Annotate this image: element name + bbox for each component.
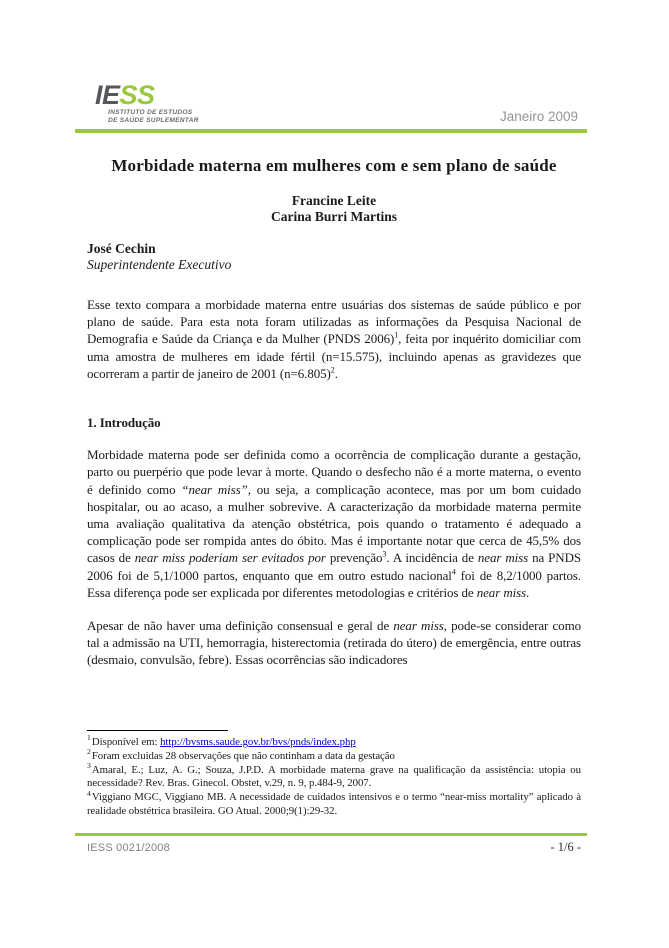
logo-subtitle-line2: DE SAÚDE SUPLEMENTAR (108, 116, 199, 124)
footnotes-block (87, 733, 581, 819)
footnote (87, 788, 581, 819)
text-segment: Amaral, E.; Luz, A. G.; Souza, J.P.D. A morbidade materna grave na qualificação da assistência: utopia ou necessidade? Rev. Bras. Ginecol. Obstet, v.29, n. 9, p.484-9, 2007. (87, 763, 581, 790)
page-title: Morbidade materna em mulheres com e sem plano de saúde (111, 156, 557, 175)
footnote-text (87, 764, 581, 790)
footnote-text (87, 788, 581, 817)
logo-subtitle (108, 109, 199, 124)
logo-subtitle-line1: INSTITUTO DE ESTUDOS (108, 109, 193, 116)
document-body (87, 296, 581, 685)
body-paragraph (87, 446, 581, 601)
body-paragraph (87, 617, 581, 669)
italic-segment: near miss poderiam ser evitados por (134, 550, 326, 566)
italic-segment: near miss (476, 584, 527, 600)
signatory-block (87, 241, 581, 273)
superscript-marker: 2 (330, 365, 335, 375)
header-divider (75, 129, 587, 133)
footnote-marker: 2 (87, 747, 91, 757)
footnote-marker: 1 (87, 733, 91, 743)
logo-text-ss: SS (119, 80, 155, 110)
text-segment: Disponível em: (91, 736, 161, 748)
footnote (87, 761, 581, 792)
footer-doc-id: IESS 0021/2008 (87, 842, 170, 854)
section-heading: 1. Introdução (87, 415, 161, 431)
superscript-marker: 3 (382, 550, 387, 560)
authors-block (87, 193, 581, 225)
text-segment: Apesar de não haver uma definição consensual e geral de (87, 618, 394, 634)
issue-date: Janeiro 2009 (499, 109, 578, 124)
footnote-marker: 3 (87, 761, 91, 770)
text-segment: prevenção (325, 550, 383, 566)
signatory-name: José Cechin (87, 241, 156, 256)
author-name: Francine Leite (291, 193, 377, 208)
page-footer (87, 840, 581, 855)
italic-segment: near miss (477, 550, 529, 566)
text-segment: Foram excluidas 28 observações que não continham a data da gestação (91, 749, 395, 762)
italic-segment: near miss (393, 618, 444, 634)
footnote-separator (87, 730, 228, 731)
iess-logo (95, 82, 199, 124)
text-segment: Morbidade materna pode ser definida como a ocorrência de complicação durante a gestação, parto ou puerpério que pode levar à morte. Quando o desfecho não é a morte materna, o evento é definido como (87, 447, 581, 497)
text-segment: , ou seja, a complicação acontece, mas por um bom cuidado hospitalar, ou ao acaso, a mulher sobrevive. A caracterização da morbidade materna permite uma avaliação qualitativa da atenção obstétrica, pois quando o tratamento é adequado a complicação pode ser rompida antes do óbito. Mas é importante notar que cerca de 45,5% dos casos de (87, 481, 582, 566)
text-segment: na PNDS 2006 foi de 5,1/1000 partos, enquanto que em outro estudo nacional (87, 550, 581, 583)
text-segment: , feita por inquérito domiciliar com uma amostra de mulheres em idade fértil (n=15.575), incluindo apenas as gravidezes que ocorreram a partir de janeiro de 2001 (n=6.805) (87, 331, 581, 381)
intro-paragraph (87, 296, 581, 382)
text-segment: Esse texto compara a morbidade materna entre usuárias dos sistemas de saúde público e por plano de saúde. Para esta nota foram utilizadas as informações da Pesquisa Nacional de Demografia e Saúde da Criança e da Mulher (PNDS 2006) (87, 297, 581, 347)
signatory-role: Superintendente Executivo (87, 257, 232, 272)
logo-wordmark (95, 82, 199, 108)
footer-page-number: - 1/6 - (550, 840, 581, 854)
italic-segment: “near miss” (181, 481, 248, 497)
footnote-text (92, 736, 356, 748)
author-name: Carina Burri Martins (271, 209, 397, 224)
superscript-marker: 4 (451, 567, 456, 577)
text-segment: foi de 8,2/1000 partos. Essa diferença pode ser explicada por diferentes metodologias e critérios de (87, 567, 581, 600)
footnote-text (92, 750, 395, 762)
text-segment: Viggiano MGC, Viggiano MB. A necessidade de cuidados intensivos e o termo “near-miss mortality” aplicado à realidade obstétrica brasileira. GO Atual. 2000;9(1):29-32. (87, 791, 581, 817)
footnote (87, 733, 581, 750)
footer-divider (75, 833, 587, 836)
footnote-marker: 4 (87, 788, 91, 798)
superscript-marker: 1 (394, 331, 399, 341)
text-segment: . (334, 365, 338, 381)
text-segment: . A incidência de (386, 550, 478, 566)
text-segment: . (526, 584, 530, 600)
footnote (87, 747, 581, 764)
logo-text-ie: IE (95, 80, 120, 110)
text-segment: , pode-se considerar como tal a admissão na UTI, hemorragia, histerectomia (retirada do útero) de emergência, entre outras (desmaio, convulsão, febre). Essas ocorrências são indicadores (87, 618, 581, 668)
footnote-link[interactable]: http://bvsms.saude.gov.br/bvs/pnds/index.php (160, 736, 356, 748)
